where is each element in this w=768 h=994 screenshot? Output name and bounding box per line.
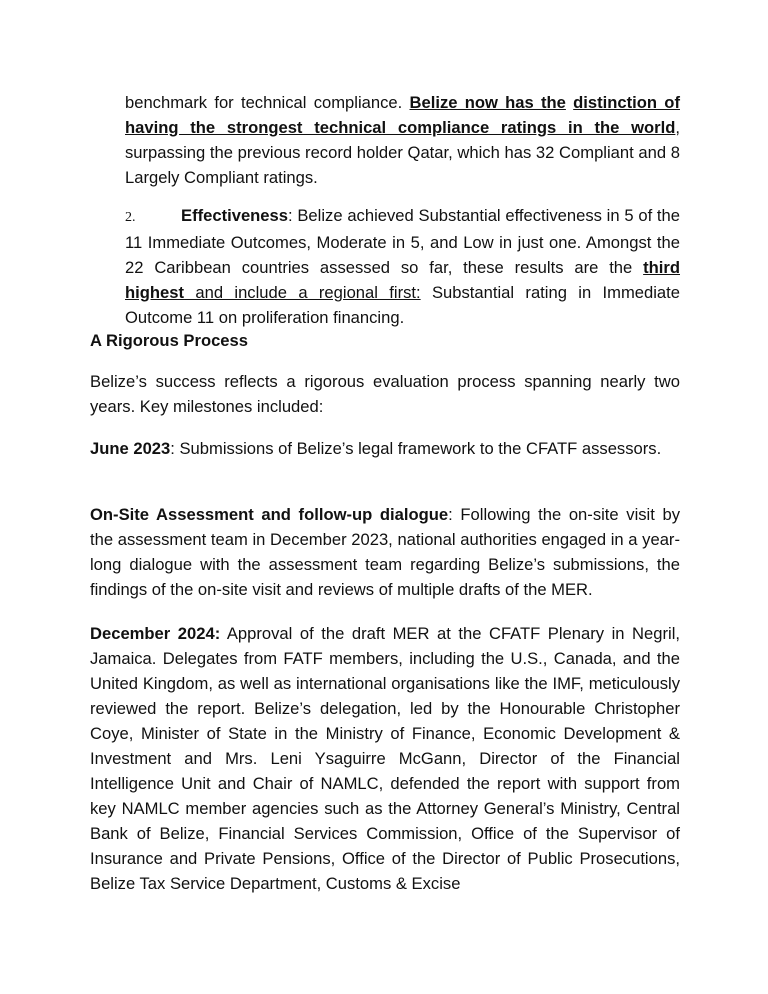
list-number: 2. xyxy=(125,210,136,225)
text: : Following the on-site visit by the assessment team in December 2023, national authorities engaged in a year-long dialogue with the assessment team regarding Belize’s submissions, the findings of the on-site visit and reviews of multiple drafts of the MER. xyxy=(90,505,681,599)
emphasis-belize-now-has: Belize now has the xyxy=(409,93,566,112)
text: Approval of the draft MER at the CFATF Plenary in Negril, Jamaica. Delegates from FATF members, including the U.S., Canada, and the United Kingdom, as well as international organisations like the IMF, meticulously reviewed the report. Belize’s delegation, led by the Honourable Christopher Coye, Minister of State in the Ministry of Finance, Economic Development & Investment and Mrs. Leni Ysaguirre McGann, Director of the Financial Intelligence Unit and Chair of NAMLC, defended the report with support from key NAMLC member agencies such as the Attorney General’s Ministry, Central Bank of Belize, Financial Services Commission, Office of the Supervisor of Insurance and Private Pensions, Office of the Director of Public Prosecutions, Belize Tax Service Department, Customs & Excise xyxy=(90,624,680,893)
effectiveness-label: Effectiveness xyxy=(181,206,288,225)
emphasis-third-highest: third highest xyxy=(125,258,680,302)
text: benchmark for technical compliance. xyxy=(125,93,410,112)
paragraph-effectiveness xyxy=(125,203,680,330)
emphasis-strongest-ratings: distinction of having the strongest technical compliance ratings in the world xyxy=(125,93,680,137)
paragraph-december-2024 xyxy=(90,621,680,896)
paragraph-rigorous-process: Belize’s success reflects a rigorous evaluation process spanning nearly two years. Key milestones included: xyxy=(90,372,680,416)
section-heading: A Rigorous Process xyxy=(90,331,248,350)
emphasis-regional-first: and include a regional first: xyxy=(184,283,421,302)
text: Substantial rating in Immediate Outcome 11 on proliferation financing. xyxy=(125,283,680,327)
milestone-label: December 2024: xyxy=(90,624,221,643)
milestone-label: June 2023 xyxy=(90,439,171,458)
text: : Submissions of Belize’s legal framework to the CFATF assessors. xyxy=(170,439,662,458)
paragraph-june-2023 xyxy=(90,436,680,461)
text: : Belize achieved Substantial effectiveness in 5 of the 11 Immediate Outcomes, Moderate in 5, and Low in just one. Amongst the 22 Caribbean countries assessed so far, these results are the xyxy=(125,206,680,277)
paragraph-technical-compliance xyxy=(125,90,680,190)
paragraph-on-site-assessment xyxy=(90,502,680,602)
milestone-label: On-Site Assessment and follow-up dialogue xyxy=(90,505,449,524)
text: , surpassing the previous record holder Qatar, which has 32 Compliant and 8 Largely Compliant ratings. xyxy=(125,118,680,187)
